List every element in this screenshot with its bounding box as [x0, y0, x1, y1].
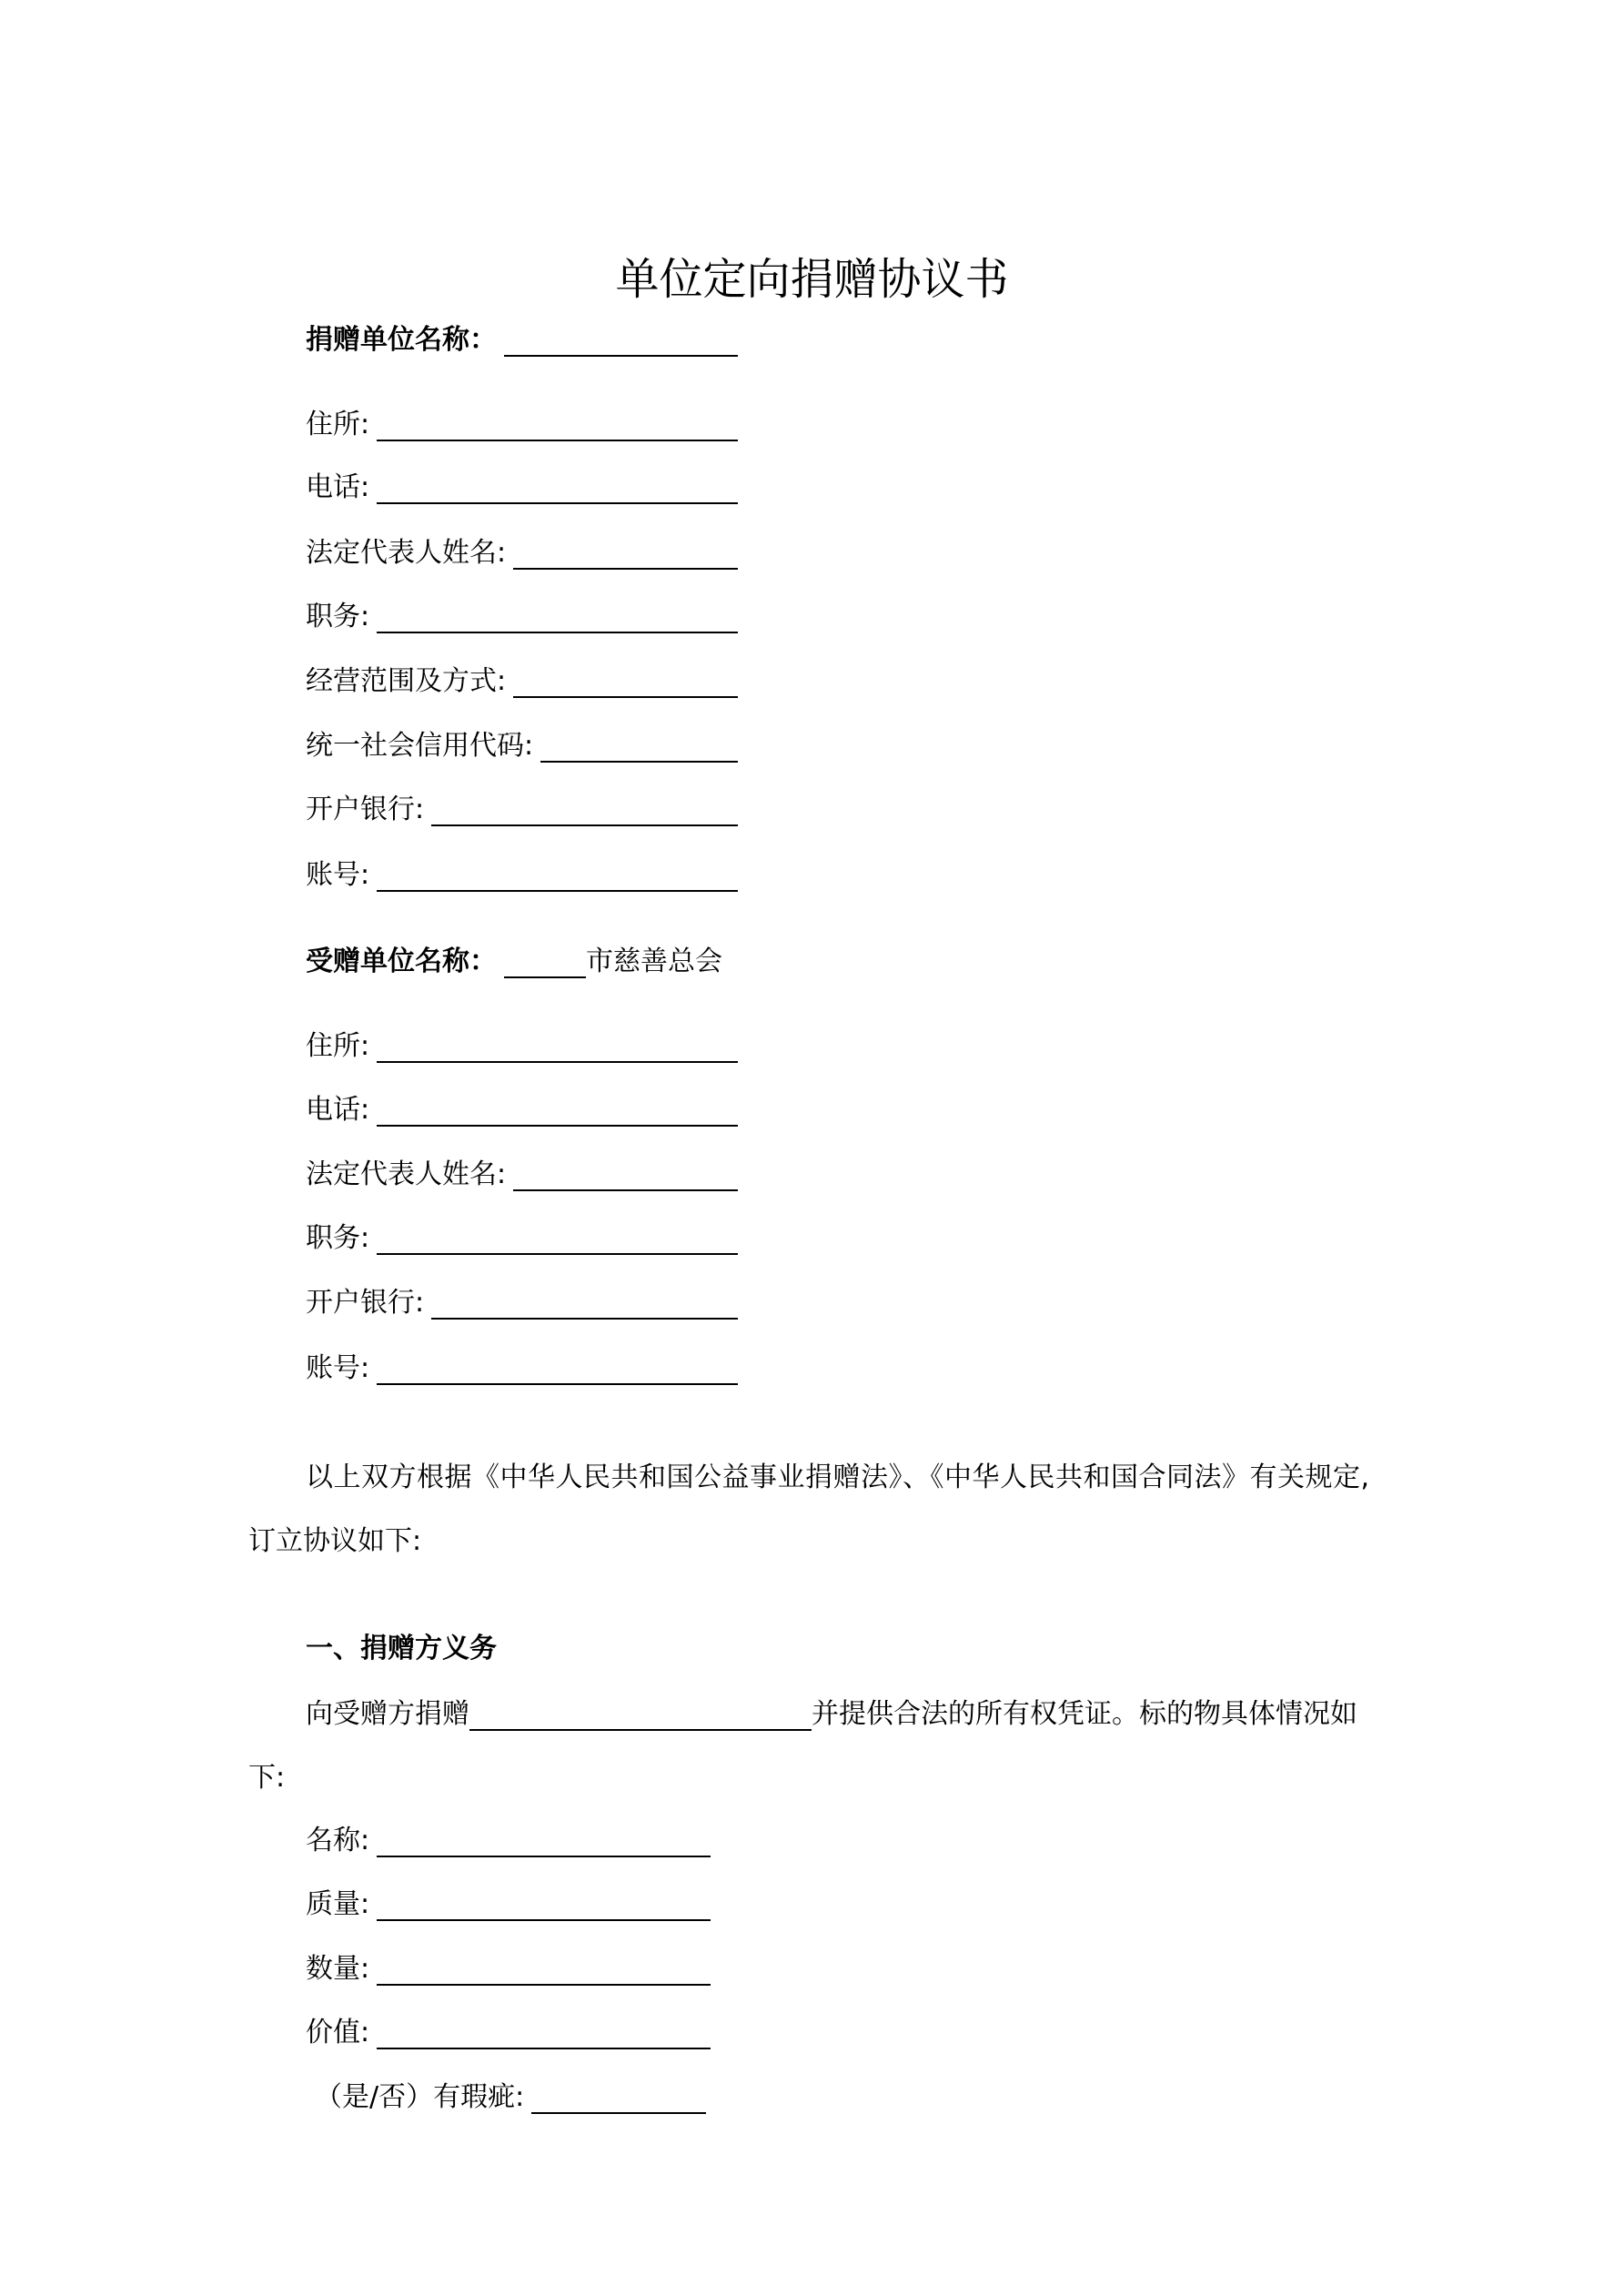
goods-label: 数量:	[306, 1953, 370, 1985]
goods-label: 名称:	[306, 1825, 370, 1856]
blank-line[interactable]	[513, 663, 738, 698]
donor-field[interactable]	[306, 401, 738, 441]
blank-line[interactable]	[377, 857, 738, 892]
blank-line[interactable]	[377, 1028, 738, 1063]
donor-field[interactable]	[306, 852, 738, 892]
donor-label: 法定代表人姓名:	[306, 537, 507, 569]
recipient-name-label: 受赠单位名称：	[306, 946, 497, 977]
recipient-label: 住所:	[306, 1030, 370, 1062]
donation-item-blank[interactable]	[469, 1702, 812, 1731]
blank-line[interactable]	[377, 1092, 738, 1127]
blank-line[interactable]	[431, 792, 738, 826]
donor-label: 经营范围及方式:	[306, 665, 507, 697]
recipient-field[interactable]	[306, 1345, 738, 1385]
blank-line[interactable]	[377, 1886, 711, 1921]
goods-field[interactable]	[306, 1881, 711, 1921]
recipient-field[interactable]	[306, 1023, 738, 1063]
recipient-label: 开户银行:	[306, 1287, 425, 1319]
blank-line[interactable]	[377, 1951, 711, 1986]
donor-field[interactable]	[306, 464, 738, 504]
blank-line[interactable]	[540, 728, 738, 763]
blank-line[interactable]	[377, 1350, 738, 1385]
goods-field[interactable]	[306, 2009, 711, 2049]
section-1-line-2: 下:	[248, 1762, 286, 1794]
recipient-name-field[interactable]	[306, 938, 738, 978]
donate-text-before: 向受赠方捐赠	[306, 1698, 469, 1730]
blank-line[interactable]	[377, 470, 738, 504]
blank-line[interactable]	[531, 2079, 706, 2114]
recipient-label: 职务:	[306, 1222, 370, 1254]
donor-name-label: 捐赠单位名称：	[306, 324, 497, 356]
blank-line[interactable]	[377, 1823, 711, 1857]
recipient-label: 法定代表人姓名:	[306, 1158, 507, 1190]
donor-name-field[interactable]	[306, 317, 738, 357]
blank-line[interactable]	[513, 535, 738, 570]
recipient-field[interactable]	[306, 1151, 738, 1191]
recipient-label: 电话:	[306, 1094, 370, 1126]
blank-line[interactable]	[513, 1157, 738, 1191]
donor-label: 账号:	[306, 859, 370, 891]
goods-field[interactable]	[306, 1817, 711, 1857]
donor-field[interactable]	[306, 786, 738, 826]
blank-line[interactable]	[377, 407, 738, 441]
section-1-heading: 一、捐赠方义务	[306, 1633, 497, 1664]
donor-label: 统一社会信用代码:	[306, 730, 534, 762]
donor-label: 住所:	[306, 409, 370, 440]
recipient-name-value: 市慈善总会	[586, 946, 722, 977]
goods-label: 价值:	[306, 2017, 370, 2048]
blank-line[interactable]	[431, 1285, 738, 1320]
donor-label: 职务:	[306, 601, 370, 632]
donor-field[interactable]	[306, 530, 738, 570]
blank-line[interactable]	[504, 944, 586, 978]
blank-line[interactable]	[377, 1220, 738, 1255]
intro-line-2: 订立协议如下:	[248, 1525, 422, 1557]
recipient-field[interactable]	[306, 1215, 738, 1255]
donor-label: 电话:	[306, 471, 370, 503]
donate-text-after: 并提供合法的所有权凭证。标的物具体情况如	[812, 1698, 1357, 1730]
recipient-label: 账号:	[306, 1352, 370, 1384]
defect-label: （是/否）有瑕疵:	[315, 2081, 525, 2113]
blank-line[interactable]	[377, 2015, 711, 2049]
intro-line-1: 以上双方根据《中华人民共和国公益事业捐赠法》、《中华人民共和国合同法》有关规定,	[306, 1462, 1370, 1493]
blank-line[interactable]	[377, 599, 738, 633]
donor-label: 开户银行:	[306, 794, 425, 825]
defect-field[interactable]	[315, 2074, 706, 2114]
section-1-line-1	[306, 1691, 1357, 1731]
donor-field[interactable]	[306, 723, 738, 763]
donor-field[interactable]	[306, 658, 738, 698]
donor-field[interactable]	[306, 593, 738, 633]
goods-field[interactable]	[306, 1946, 711, 1986]
recipient-field[interactable]	[306, 1087, 738, 1127]
recipient-field[interactable]	[306, 1279, 738, 1320]
blank-line[interactable]	[504, 322, 738, 357]
goods-label: 质量:	[306, 1888, 370, 1920]
document-title: 单位定向捐赠协议书	[615, 254, 1009, 305]
